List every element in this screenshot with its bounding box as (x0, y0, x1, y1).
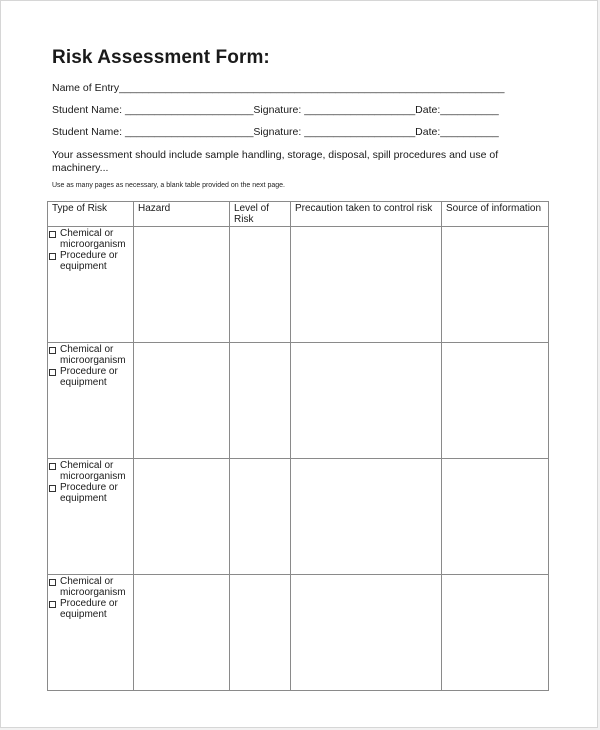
source-cell[interactable] (442, 575, 549, 691)
option-label: Chemical or microorganism (60, 344, 126, 366)
type-of-risk-cell (48, 343, 134, 459)
name-of-entry-field[interactable]: Name of Entry__________________________________________________________________ (52, 82, 505, 94)
checkbox[interactable] (49, 253, 56, 260)
precaution-cell[interactable] (291, 575, 442, 691)
checkbox[interactable] (49, 601, 56, 608)
option-label: Chemical or microorganism (60, 576, 126, 598)
level-of-risk-cell[interactable] (230, 459, 291, 575)
option-label: Procedure or equipment (60, 366, 118, 388)
usage-note: Use as many pages as necessary, a blank table provided on the next page. (52, 182, 285, 189)
hazard-cell[interactable] (134, 227, 230, 343)
risk-option[interactable] (49, 228, 129, 250)
header-hazard: Hazard (134, 202, 230, 227)
risk-option[interactable] (49, 576, 129, 598)
checkbox[interactable] (49, 347, 56, 354)
header-source-of-information: Source of information (442, 202, 549, 227)
risk-option[interactable] (49, 250, 129, 272)
table-header-row (48, 202, 549, 227)
source-cell[interactable] (442, 343, 549, 459)
risk-option[interactable] (49, 460, 129, 482)
checkbox[interactable] (49, 463, 56, 470)
checkbox[interactable] (49, 579, 56, 586)
precaution-cell[interactable] (291, 227, 442, 343)
hazard-cell[interactable] (134, 459, 230, 575)
hazard-cell[interactable] (134, 343, 230, 459)
type-of-risk-cell (48, 575, 134, 691)
header-level-of-risk: Level of Risk (230, 202, 291, 227)
source-cell[interactable] (442, 459, 549, 575)
precaution-cell[interactable] (291, 459, 442, 575)
table-row (48, 343, 549, 459)
risk-option[interactable] (49, 366, 129, 388)
level-of-risk-cell[interactable] (230, 575, 291, 691)
table-row (48, 459, 549, 575)
level-of-risk-cell[interactable] (230, 227, 291, 343)
risk-option[interactable] (49, 482, 129, 504)
source-cell[interactable] (442, 227, 549, 343)
table-row (48, 575, 549, 691)
type-of-risk-cell (48, 459, 134, 575)
option-label: Procedure or equipment (60, 250, 118, 272)
option-label: Procedure or equipment (60, 598, 118, 620)
student-signature-date-row-1[interactable]: Student Name: ______________________Signature: ___________________Date:__________ (52, 104, 499, 116)
option-label: Procedure or equipment (60, 482, 118, 504)
header-precaution: Precaution taken to control risk (291, 202, 442, 227)
risk-option[interactable] (49, 598, 129, 620)
risk-table (47, 201, 549, 691)
form-title: Risk Assessment Form: (52, 47, 270, 68)
student-signature-date-row-2[interactable]: Student Name: ______________________Signature: ___________________Date:__________ (52, 126, 499, 138)
hazard-cell[interactable] (134, 575, 230, 691)
level-of-risk-cell[interactable] (230, 343, 291, 459)
risk-option[interactable] (49, 344, 129, 366)
table-row (48, 227, 549, 343)
precaution-cell[interactable] (291, 343, 442, 459)
type-of-risk-cell (48, 227, 134, 343)
header-type-of-risk: Type of Risk (48, 202, 134, 227)
instructions-text: Your assessment should include sample handling, storage, disposal, spill procedures and use of machinery... (52, 149, 499, 174)
checkbox[interactable] (49, 485, 56, 492)
checkbox[interactable] (49, 231, 56, 238)
option-label: Chemical or microorganism (60, 228, 126, 250)
option-label: Chemical or microorganism (60, 460, 126, 482)
checkbox[interactable] (49, 369, 56, 376)
